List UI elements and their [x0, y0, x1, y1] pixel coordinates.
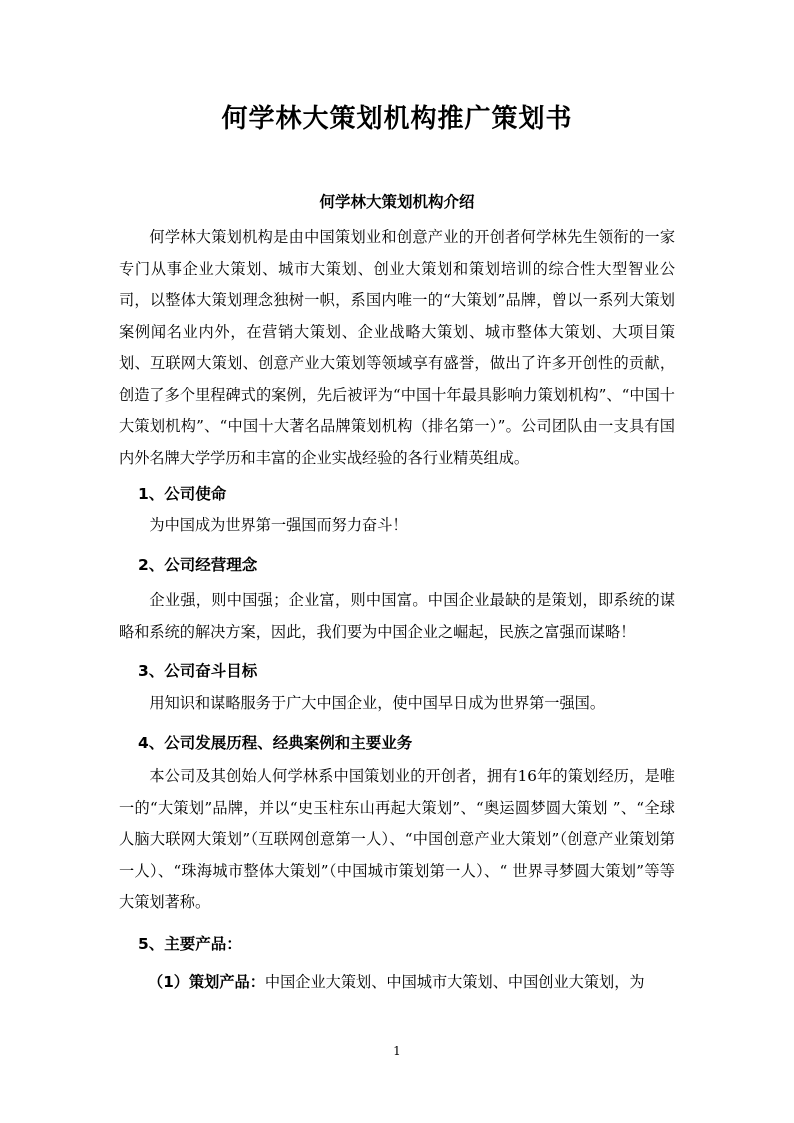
section-text-goal: 用知识和谋略服务于广大中国企业，使中国早日成为世界第一强国。 [149, 694, 606, 712]
intro-paragraph: 何学林大策划机构是由中国策划业和创意产业的开创者何学林先生领衔的一家专门从事企业大策划、城市大策划、创业大策划和策划培训的综合性大型智业公司，以整体大策划理念独树一帜，系国内唯一的“大策划”品牌，曾以一系列大策划案例闻名业内外，在营销大策划、企业战略大策划、城市整体大策划、大项目策划、互联网大策划、创意产业大策划等领域享有盛誉，做出了许多开创性的贡献，创造了多个里程碑式的案例，先后被评为“中国十年最具影响力策划机构”、“中国十大策划机构”、“中国十大著名品牌策划机构（排名第一）”。公司团队由一支具有国内外名牌大学学历和丰富的企业实战经验的各行业精英组成。 [119, 228, 675, 467]
section-heading-goal: 3、公司奋斗目标 [138, 662, 258, 680]
section-text-mission: 为中国成为世界第一强国而努力奋斗！ [149, 516, 408, 534]
section-heading-philosophy: 2、公司经营理念 [138, 556, 258, 574]
section-text-history: 本公司及其创始人何学林系中国策划业的开创者，拥有16年的策划经历，是唯一的“大策划”品牌，并以“史玉柱东山再起大策划”、“奥运圆梦圆大策划 ”、“全球人脑大联网大策划”（互联网创意第一人）、“中国创意产业大策划”（创意产业策划第一人）、“珠海城市整体大策划”（中国城市策划第一人）、“ 世界寻梦圆大策划”等等大策划著称。 [119, 767, 675, 911]
intro-heading: 何学林大策划机构介绍 [319, 193, 475, 211]
section-heading-products: 5、主要产品： [138, 935, 242, 953]
section-text-philosophy: 企业强，则中国强；企业富，则中国富。中国企业最缺的是策划，即系统的谋略和系统的解决方案，因此，我们要为中国企业之崛起，民族之富强而谋略！ [119, 591, 675, 641]
page-number: 1 [393, 1044, 401, 1058]
product-item-text: 中国企业大策划、中国城市大策划、中国创业大策划，为 [264, 973, 645, 991]
product-item-label: （1）策划产品： [148, 973, 265, 991]
document-title: 何学林大策划机构推广策划书 [221, 104, 573, 134]
product-item [148, 971, 678, 992]
section-heading-history: 4、公司发展历程、经典案例和主要业务 [138, 734, 413, 752]
section-heading-mission: 1、公司使命 [138, 485, 227, 503]
